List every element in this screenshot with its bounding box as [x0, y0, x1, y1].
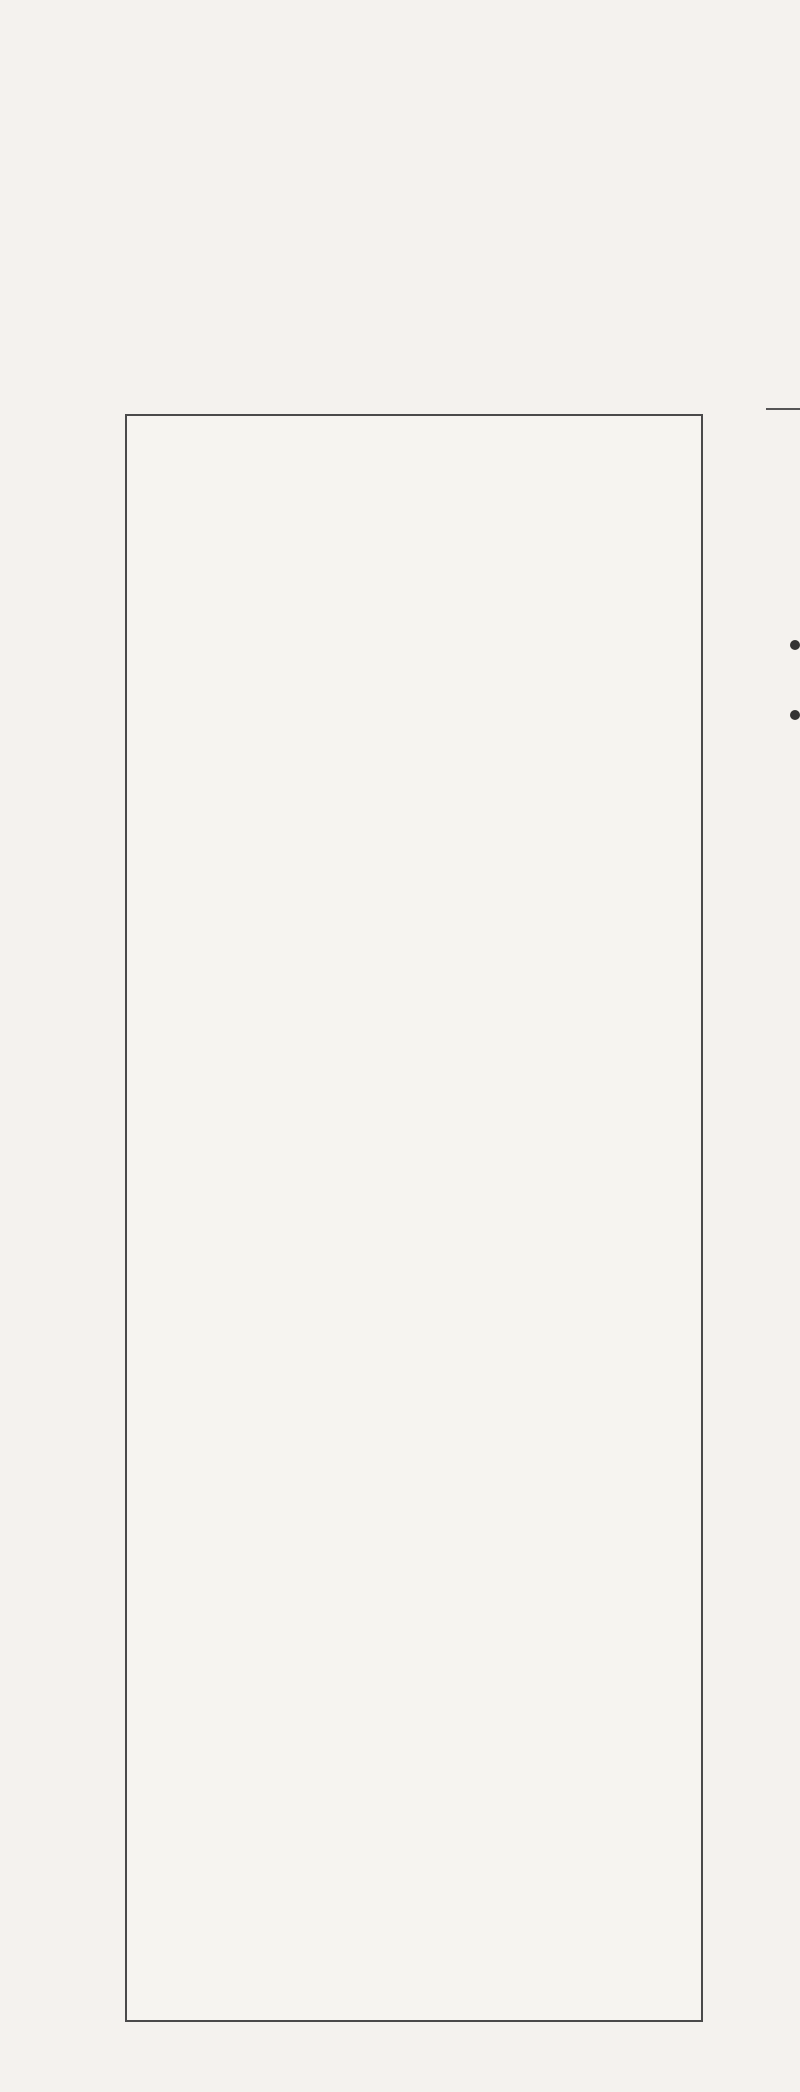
bullet-icon: [790, 710, 800, 720]
right-column-clipped: [778, 0, 800, 2092]
right-column-divider: [766, 408, 800, 410]
bullet-icon: [790, 640, 800, 650]
boxed-article: [125, 414, 703, 2022]
